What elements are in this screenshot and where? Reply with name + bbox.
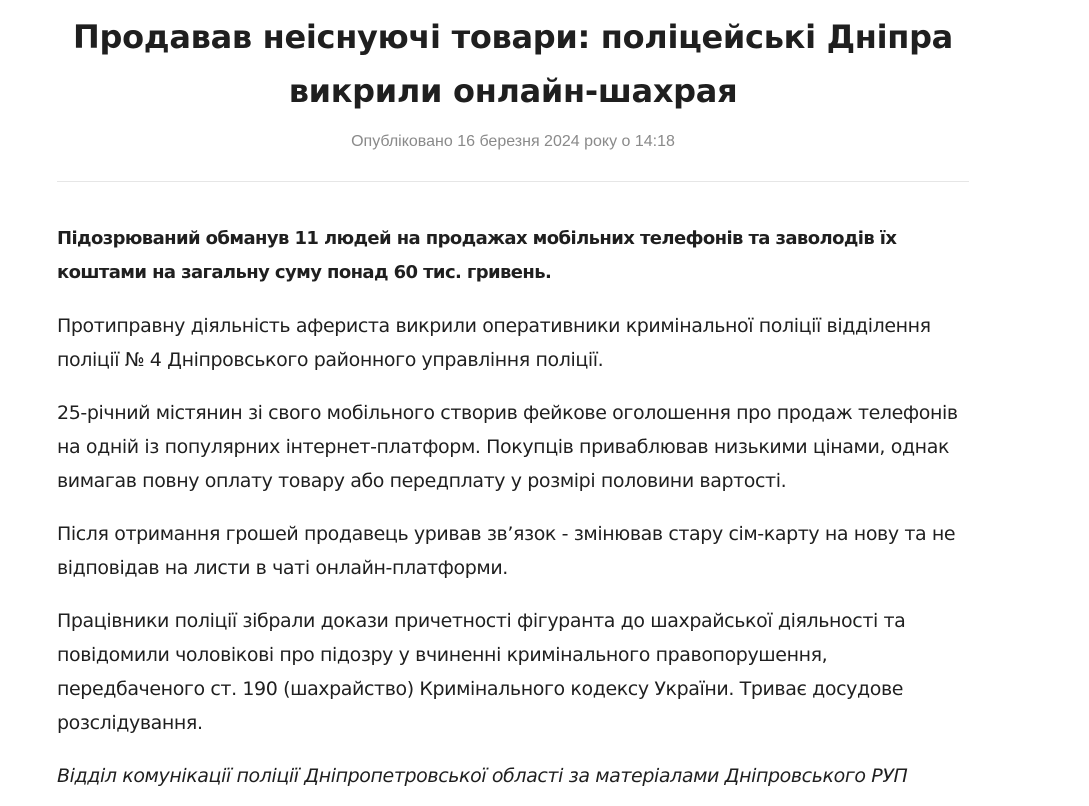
- article-lead: Підозрюваний обманув 11 людей на продажах мобільних телефонів та заволодів їх коштами на загальну суму понад 60 тис. гривень.: [57, 228, 897, 283]
- article-source: Відділ комунікації поліції Дніпропетровської області за матеріалами Дніпровського РУП: [57, 765, 908, 787]
- publish-date: Опубліковано 16 березня 2024 року о 14:18: [351, 133, 675, 150]
- article-body: [57, 222, 969, 793]
- divider: [57, 181, 969, 182]
- article-paragraph-1: Протиправну діяльність афериста викрили оперативники кримінальної поліції відділення поліції № 4 Дніпровського районного управління поліції.: [57, 315, 931, 371]
- article-paragraph-4: Працівники поліції зібрали докази причетності фігуранта до шахрайської діяльності та повідомили чоловікові про підозру у вчиненні кримінального правопорушення, передбаченого ст. 190 (шахрайство) Кримінального кодексу України. Триває досудове розслідування.: [57, 610, 906, 734]
- article-paragraph-2: 25-річний містянин зі свого мобільного створив фейкове оголошення про продаж телефонів на одній із популярних інтернет-платформ. Покупців приваблював низькими цінами, однак вимагав повну оплату товару або передплату у розмірі половини вартості.: [57, 402, 958, 492]
- article: [57, 0, 969, 793]
- article-paragraph-3: Після отримання грошей продавець уривав зв’язок - змінював стару сім-карту на нову та не відповідав на листи в чаті онлайн-платформи.: [57, 523, 956, 579]
- article-title: Продавав неіснуючі товари: поліцейські Дніпра викрили онлайн-шахрая: [73, 18, 953, 110]
